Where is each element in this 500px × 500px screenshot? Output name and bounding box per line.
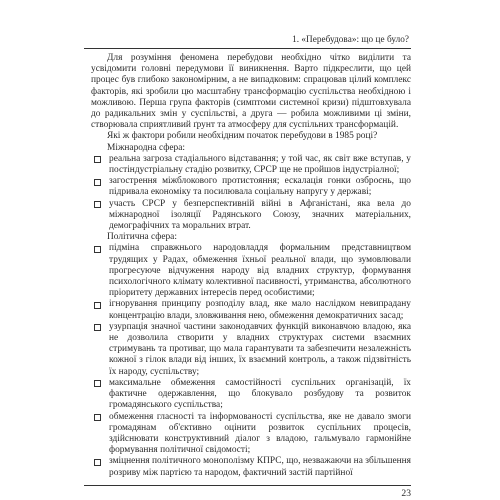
checkbox-bullet-icon — [94, 246, 101, 253]
international-list — [91, 154, 411, 232]
list-item: загострення міжблокового протистояння; ескалація гонки озброєнь, що підривала економіку та посилювала соціальну напругу у державі; — [91, 176, 411, 198]
footer-rule — [84, 485, 411, 486]
checkbox-bullet-icon — [94, 414, 101, 421]
list-item: зміцнення політичного монополізму КПРС, що, незважаючи на збільшення розриву між партією та народом, фактичний застій партійної — [91, 456, 411, 478]
list-item: обмеження гласності та інформованості суспільства, яке не давало змоги громадянам об'єктивно оцінити розвиток суспільних процесів, здійснювати конструктивний діалог з владою, гальмувало гармонійне формування політичної свідомості; — [91, 412, 411, 457]
political-list — [91, 243, 411, 478]
checkbox-bullet-icon — [94, 302, 101, 309]
checkbox-bullet-icon — [94, 156, 101, 163]
intro-paragraph: Для розуміння феномена перебудови необхідно чітко виділити та усвідомити головні передумови її виникнення. Варто підкреслити, що цей процес був глибоко закономірним, а не випадковим: спрацював цілий комплекс факторів, які зробили цю масштабну трансформацію суспільства необхідною і можливою. Перша група факторів (симптоми системної кризи) підштовхувала до радикальних змін у суспільстві, а друга — робила можливими ці зміни, створювала сприятливий ґрунт та атмосферу для суспільних трансформацій. — [91, 53, 411, 131]
international-heading: Міжнародна сфера: — [107, 142, 185, 153]
list-item: участь СРСР у безперспективній війні в Афганістані, яка вела до міжнародної ізоляції Радянського Союзу, значних матеріальних, демографічних та моральних втрат. — [91, 199, 411, 233]
question-paragraph: Які ж фактори робили необхідним початок перебудови в 1985 році? — [107, 131, 378, 142]
checkbox-bullet-icon — [94, 380, 101, 387]
header-rule — [84, 48, 411, 49]
page-number: 23 — [401, 488, 411, 499]
list-item: ігнорування принципу розподілу влад, яке мало наслідком невипрадану концентрацію влади, зловживання нею, обмеження демократичних засад; — [91, 299, 411, 321]
political-heading: Політична сфера: — [107, 232, 177, 243]
checkbox-bullet-icon — [94, 459, 101, 466]
list-item: узурпація значної частини законодавчих функцій виконавчою владою, яка не дозволила створити у владних структурах системи взаємних стримувань та противаг, що мала гарантувати та забезпечити незалежність кожної з гілок влади від інших, їх взаємний контроль, а також підзвітність їх народу, суспільству; — [91, 322, 411, 378]
checkbox-bullet-icon — [94, 201, 101, 208]
checkbox-bullet-icon — [94, 324, 101, 331]
list-item: максимальне обмеження самостійності суспільних організацій, їх фактичне одержавлення, що блокувало розбудову та розвиток громадянського суспільства; — [91, 378, 411, 412]
list-item: реальна загроза стадіального відставання; у той час, як світ вже вступав, у постіндустріальну стадію розвитку, СРСР ще не пройшов індустріалної; — [91, 154, 411, 176]
running-title: 1. «Перебудова»: що це було? — [292, 34, 409, 44]
checkbox-bullet-icon — [94, 179, 101, 186]
body-text — [91, 54, 411, 479]
list-item: підміна справжнього народовладдя формальним представництвом трудящих у Радах, обмеження їхньої реальної влади, що зумовлювали прогресуюче відчуження народу від владних структур, формування психологічного клімату колективної пасивності, утриманства, абсолютного пріоритету державних інтересів перед особистими; — [91, 243, 411, 299]
